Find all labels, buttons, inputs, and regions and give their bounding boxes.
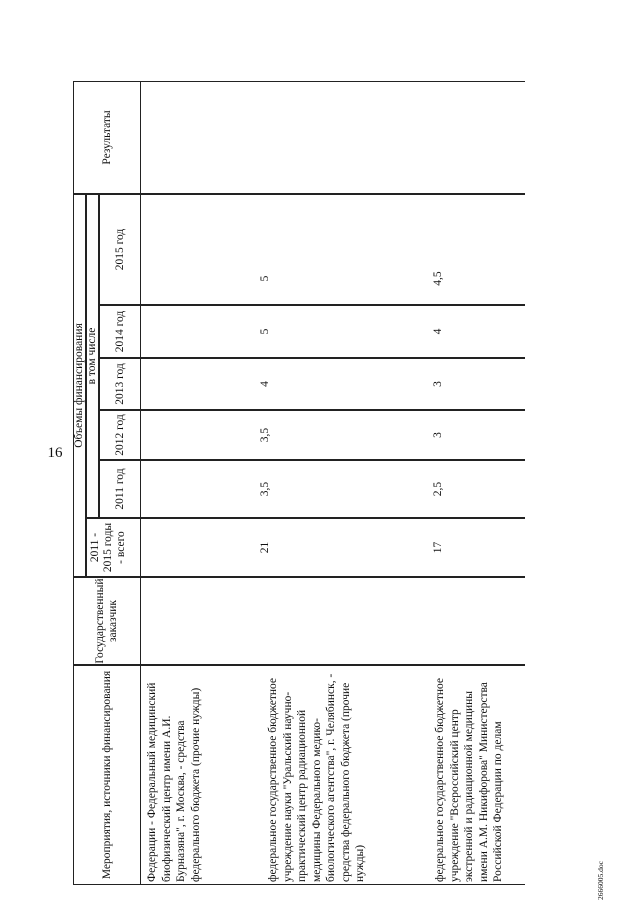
column-2012 bbox=[141, 410, 525, 460]
row-2-2013: 4 bbox=[259, 381, 271, 387]
row-2-2012: 3,5 bbox=[259, 427, 271, 443]
header-funding: Объемы финансирования bbox=[73, 194, 86, 577]
row-3-2014: 4 bbox=[432, 328, 444, 335]
header-measures: Мероприятия, источники финансирования bbox=[73, 665, 141, 885]
row-1-measure: Федерации - Федеральный медицинский биофизический центр имени А.И. Бурназяна", г. Москва, - средства федерального бюджета (прочие нужды) bbox=[146, 682, 202, 882]
column-customer bbox=[141, 577, 525, 665]
column-2015 bbox=[141, 194, 525, 305]
header-customer: Государственный заказчик bbox=[73, 577, 141, 665]
row-2-total: 21 bbox=[259, 541, 271, 554]
page-number: 16 bbox=[47, 445, 63, 461]
column-results bbox=[141, 81, 525, 194]
header-year-2012: 2012 год bbox=[99, 410, 141, 460]
row-2-2011: 3,5 bbox=[259, 481, 271, 497]
header-year-2015: 2015 год bbox=[99, 194, 141, 305]
row-3-2011: 2,5 bbox=[432, 481, 444, 497]
header-total: 2011 - 2015 годы - всего bbox=[86, 518, 141, 577]
column-2013 bbox=[141, 358, 525, 410]
footer-file-name: 2666005.doc bbox=[596, 861, 605, 900]
header-including: в том числе bbox=[86, 194, 99, 518]
header-results: Результаты bbox=[73, 81, 141, 194]
column-2011 bbox=[141, 460, 525, 518]
row-3-2012: 3 bbox=[432, 432, 444, 438]
header-year-2014: 2014 год bbox=[99, 305, 141, 358]
row-3-2013: 3 bbox=[432, 381, 444, 387]
column-2014 bbox=[141, 305, 525, 358]
row-2-measure: федеральное государственное бюджетное учреждение науки "Уральский научно-практический центр радиационной медицины Федерального медико-биологического агентства", г. Челябинск, - средства федерального бюджета (прочие нужды) bbox=[267, 673, 366, 882]
row-3-2015: 4,5 bbox=[432, 271, 444, 286]
row-2-2015: 5 bbox=[259, 275, 271, 282]
column-total bbox=[141, 518, 525, 577]
row-3-measure: федеральное государственное бюджетное учреждение "Всероссийский центр экстренной и радиационной медицины имени А.М. Никифорова" Министерства Российской Федерации по делам bbox=[434, 677, 504, 882]
rotated-table bbox=[73, 81, 525, 885]
row-2-2014: 5 bbox=[259, 328, 271, 335]
header-year-2011: 2011 год bbox=[99, 460, 141, 518]
header-year-2013: 2013 год bbox=[99, 358, 141, 410]
row-3-total: 17 bbox=[432, 541, 444, 554]
